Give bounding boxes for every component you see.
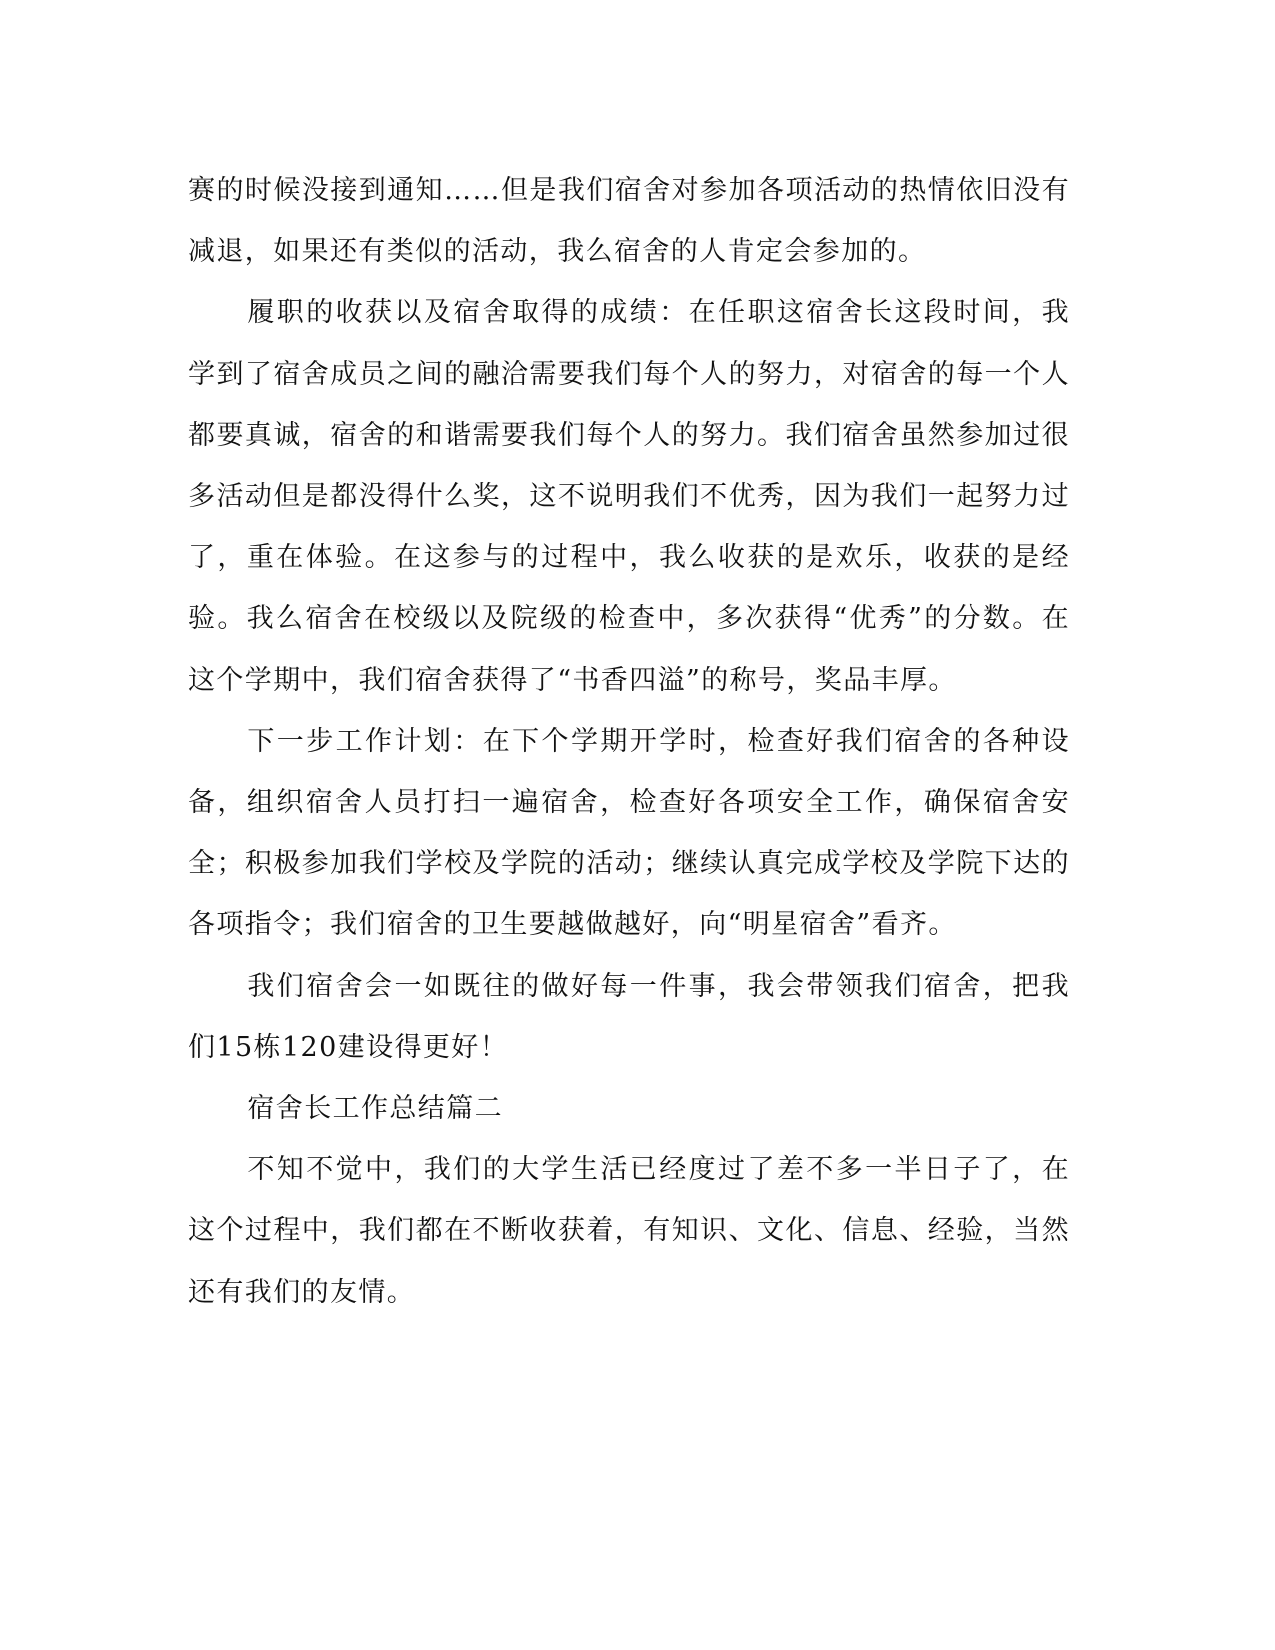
paragraph-closing: 我们宿舍会一如既往的做好每一件事，我会带领我们宿舍，把我们15栋120建设得更好！ (188, 970, 1070, 1063)
paragraph-achievements: 履职的收获以及宿舍取得的成绩：在任职这宿舍长这段时间，我学到了宿舍成员之间的融洽需要我们每个人的努力，对宿舍的每一个人都要真诚，宿舍的和谐需要我们每个人的努力。我们宿舍虽然参加过很多活动但是都没得什么奖，这不说明我们不优秀，因为我们一起努力过了，重在体验。在这参与的过程中，我么收获的是欢乐，收获的是经验。我么宿舍在校级以及院级的检查中，多次获得“优秀”的分数。在这个学期中，我们宿舍获得了“书香四溢”的称号，奖品丰厚。 (188, 297, 1070, 696)
document-body (188, 160, 1070, 1323)
section-heading: 宿舍长工作总结篇二 (247, 1093, 503, 1125)
paragraph-intro: 不知不觉中，我们的大学生活已经度过了差不多一半日子了，在这个过程中，我们都在不断收获着，有知识、文化、信息、经验，当然还有我们的友情。 (188, 1154, 1070, 1308)
paragraph-next-plan: 下一步工作计划：在下个学期开学时，检查好我们宿舍的各种设备，组织宿舍人员打扫一遍宿舍，检查好各项安全工作，确保宿舍安全；积极参加我们学校及学院的活动；继续认真完成学校及学院下达的各项指令；我们宿舍的卫生要越做越好，向“明星宿舍”看齐。 (188, 725, 1070, 941)
paragraph-continuation: 赛的时候没接到通知……但是我们宿舍对参加各项活动的热情依旧没有减退，如果还有类似的活动，我么宿舍的人肯定会参加的。 (188, 175, 1070, 268)
